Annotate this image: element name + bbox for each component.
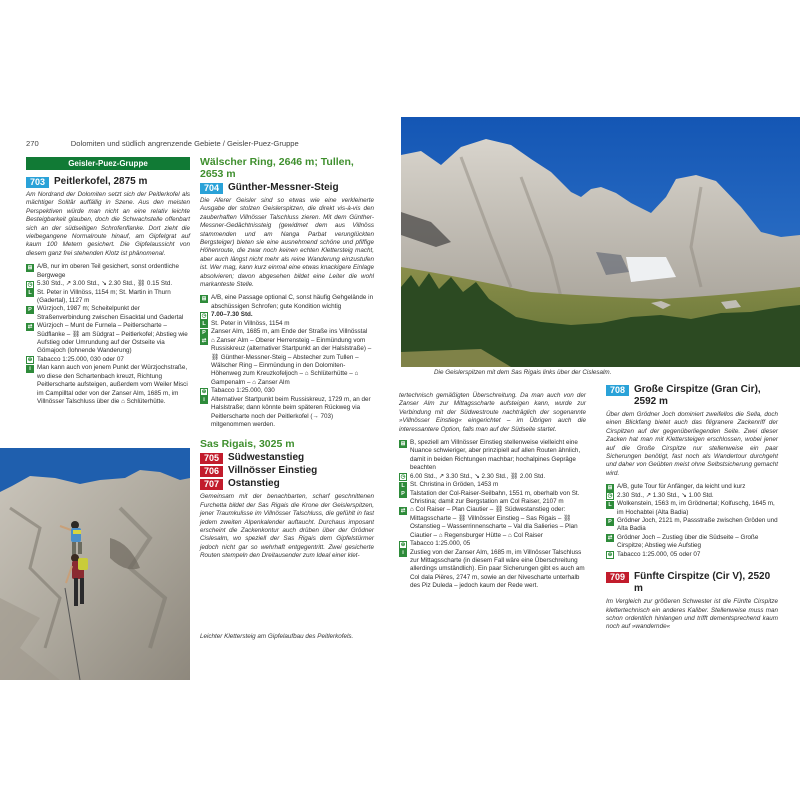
fact-map: ⊕ Tabacco 1:25.000, 05 <box>400 540 471 548</box>
right-column-1 <box>399 392 586 591</box>
route-icon: ⇄ <box>201 338 207 345</box>
fact-route: ⇄ Grödner Joch – Zustieg über die Südseite – Große Cirspitze; Abstieg wie Aufstieg <box>607 533 759 550</box>
tour-intro: Gemeinsam mit der benachbarten, scharf geschnittenen Furchetta bildet der Sas Rigais die Krone der Geislerspitzen, jener Traumkulisse im Villnösser Talschluss, die gefühlt in fast jedem zweiten Alpenkalender auftaucht. Durchaus imposant erscheint die Zackenkontur auch drüben über der Grödner Cislesalm, wo speziell der Sas Rigais dem Gipfelstürmer jedoch nicht gar so wehrhaft entgegentritt. Zwei gesicherte Routen stempeln den Dreitausender zum Ideal einer klet- <box>200 493 374 560</box>
fact-start-point: L St. Peter in Villnöss, 1154 m; St. Martin in Thurn (Gadertal), 1127 m <box>26 289 190 306</box>
start-point-icon: L <box>26 289 34 297</box>
climbers-photo-image <box>0 448 190 680</box>
tour-708-heading <box>606 384 778 408</box>
tour-709-heading <box>606 571 778 595</box>
tour-intro: Im Vergleich zur größeren Schwester ist die Fünfte Cirspitze klettertechnisch ein anderes Kaliber. Stellenweise muss man schon ordentlich hinlangen und trifft dementsprechend kaum noch auf »wandernde« <box>606 598 778 631</box>
fact-start-point: L Wolkenstein, 1563 m, im Grödnertal; Kolfuschg, 1645 m, im Hochabtei (Alta Badia) <box>606 500 778 517</box>
map-icon: ⊕ <box>201 388 207 395</box>
tour-number-badge: 706 <box>200 466 223 477</box>
start-point-icon: L <box>399 482 407 490</box>
section-title-waelscher-ring: Wälscher Ring, 2646 m; Tullen, 2653 m <box>200 156 354 180</box>
tour-705-707-facts <box>399 439 586 591</box>
fact-route: ⇄ ⌂ Zanser Alm – Oberer Herrensteig – Einmündung vom Russiskreuz (alternativer Startpunkt an der Halslstraße) – ⛓ Günther-Messner-Steig – Abstecher zum Tullen – Wälscher Ring – Einmündung in den Dolomiten-Höhenweg zum Kreuzkofeljoch – ⌂ Schlüterhütte – ⌂ Gampenalm – ⌂ Zanser Alm <box>201 336 372 386</box>
photo-geislerspitzen <box>401 117 800 367</box>
tour-number-badge: 708 <box>606 385 629 396</box>
tour-intro-continued: tertechnisch gemäßigten Überschreitung. Da man auch von der Zanser Alm zur Mittagsscharte aufsteigen kann, wurde zur Verbindung mit der Südwestroute nachträglich der sogenannte »Villnösser Einstieg« eingerichtet – im Übrigen auch die interessantere Option, falls man auf der Südseite startet. <box>399 392 586 433</box>
fact-route: ⇄ Würzjoch – Munt de Furnela – Peitlerscharte – Südflanke – ⛓ am Südgrat – Peitlerkofel; Abstieg wie Aufstieg oder Umrundung auf der Ostseite via Gömajoch (lohnende Wanderung) <box>27 322 188 355</box>
tour-number-badge: 705 <box>200 453 223 464</box>
difficulty-icon: ⊞ <box>400 440 406 447</box>
start-point-icon: L <box>606 501 614 509</box>
section-title-sas-rigais: Sas Rigais, 3025 m <box>200 438 295 451</box>
start-point-icon: L <box>200 320 208 328</box>
difficulty-icon: ⊞ <box>607 484 613 491</box>
left-column-2 <box>200 156 374 566</box>
time-icon: ◷ <box>27 281 33 288</box>
tour-intro: Über dem Grödner Joch dominiert zweifellos die Sella, doch einen Blickfang bietet auch das filigranere Zackenriff der Cirspitzen auf der gegenüberliegenden Seite. Zwei dieser Zacken hat man mit Klettersteigen erschlossen, wobei jener auf die Große Cirspitze nur stellenweise ein paar Sicherungen benötigt, fast noch als Wandertour durchgeht und daher von Geübten meist ohne Selbstsicherung gemacht wird. <box>606 411 778 477</box>
fact-difficulty: ⊞ B, speziell am Villnösser Einstieg stellenweise vielleicht eine Nuance schwieriger, aber prinzipiell auf allen Routen ähnlich, damit in beiden Richtungen machbar; hochalpines Gepräge beachten <box>400 439 581 472</box>
fact-map: ⊕ Tabacco 1:25.000, 030 <box>201 387 275 395</box>
tour-706-heading <box>200 465 374 477</box>
photo-climbers-peitlerkofel <box>0 448 190 680</box>
tour-703-heading <box>26 176 190 188</box>
tour-707-heading <box>200 478 374 490</box>
fact-difficulty: ⊞ A/B, nur im oberen Teil gesichert, sonst ordentliche Bergwege <box>27 263 179 279</box>
tour-number-badge: 704 <box>200 183 223 194</box>
fact-parking: P Talstation der Col-Raiser-Seilbahn, 1551 m, oberhalb von St. Christina; damit zur Bergstation am Col Raiser, 2107 m <box>399 490 586 507</box>
map-icon: ⊕ <box>27 357 33 364</box>
info-icon: i <box>200 396 208 404</box>
photo-caption-right: Die Geislerspitzen mit dem Sas Rigais links über der Cislesalm. <box>434 369 612 376</box>
route-icon: ⇄ <box>27 323 33 330</box>
time-icon: ◷ <box>607 493 613 500</box>
left-column-1 <box>26 157 190 406</box>
tour-title: Günther-Messner-Steig <box>228 182 339 193</box>
fact-parking: P Grödner Joch, 2121 m, Passstraße zwischen Gröden und Alta Badia <box>606 517 778 534</box>
tour-title: Große Cirspitze (Gran Cir), 2592 m <box>634 384 761 407</box>
fact-time: ◷ 7.00–7.30 Std. <box>201 311 253 319</box>
fact-map: ⊕ Tabacco 1:25.000, 030 oder 07 <box>27 355 124 364</box>
photo-caption-left: Leichter Klettersteig am Gipfelaufbau des Peitlerkofels. <box>200 633 354 640</box>
fact-start-point: L St. Christina in Gröden, 1453 m <box>399 481 586 490</box>
tour-705-heading <box>200 452 374 464</box>
difficulty-icon: ⊞ <box>201 295 207 302</box>
tour-intro: Die Aferer Geisler sind so etwas wie eine verkleinerte Ausgabe der stolzen Geislerspitzen, die direkt vis-à-vis den zauberhaften Villnösser Talschluss zieren. Mit dem Günther-Messner-Gedächtnissteig (gewidmet dem aus Villnöss stammenden und am Nanga Parbat verunglückten Bergsteiger) bieten sie eine ausnehmend schöne und pfiffige Höhenroute, die zwar noch keinen echten Klettersteig macht, aber auch längst nicht mehr als reine Wanderung einzustufen ist. Wer mag, kann kurz einmal eine etwas knackigere Einlage absolvieren; davon abgesehen bildet eine Leiter die wohl markanteste Stelle. <box>200 197 374 289</box>
fact-info: i Alternativer Startpunkt beim Russiskreuz, 1729 m, an der Halslstraße; dann könnte beim späteren Rückweg via Peitlerscharte noch der Peitlerkofel (→ 703) mitgenommen werden. <box>200 396 374 430</box>
time-icon: ◷ <box>400 474 406 481</box>
fact-parking: P Zanser Alm, 1685 m, am Ende der Straße ins Villnösstal <box>200 328 374 337</box>
fact-time: ◷ 6.00 Std., ↗ 3.30 Std., ↘ 2.30 Std., ⛓ 2.00 Std. <box>400 472 546 481</box>
parking-icon: P <box>606 518 614 526</box>
tour-title: Südwestanstieg <box>228 452 305 464</box>
fact-route: ⇄ ⌂ Col Raiser – Plan Ciautier – ⛓ Südwestanstieg oder: Mittagsscharte – ⛓ Villnösser Einstieg – Sas Rigais – ⛓ Ostanstieg – Wasserrinnenscharte – Val dla Salieries – Plan Ciautier – ⌂ Regensburger Hütte – ⌂ Col Raiser <box>400 506 578 539</box>
fact-start-point: L St. Peter in Villnöss, 1154 m <box>200 320 374 329</box>
route-icon: ⇄ <box>400 507 406 514</box>
parking-icon: P <box>399 490 407 498</box>
group-banner: Geisler-Puez-Gruppe <box>26 157 190 170</box>
tour-title: Villnösser Einstieg <box>228 465 318 477</box>
map-icon: ⊕ <box>400 541 406 548</box>
tour-704-facts <box>200 294 374 429</box>
tour-title: Peitlerkofel, 2875 m <box>54 176 148 187</box>
tour-704-heading <box>200 182 374 194</box>
tour-number-badge: 707 <box>200 479 223 490</box>
tour-number-badge: 709 <box>606 572 629 583</box>
running-head <box>26 139 299 148</box>
fact-map: ⊕ Tabacco 1:25.000, 05 oder 07 <box>607 550 701 559</box>
page-number: 270 <box>26 139 39 148</box>
parking-icon: P <box>26 306 34 314</box>
running-head-title: Dolomiten und südlich angrenzende Gebiete / Geisler-Puez-Gruppe <box>70 139 299 148</box>
tour-intro: Am Nordrand der Dolomiten setzt sich der Peitlerkofel als mächtiger Solitär auffällig in Szene. Aus den meisten Perspektiven würde man nicht an eine relativ leichte Besteigbarkeit glauben, doch die Schwachstelle offenbart sich an der südseitigen Schrofenflanke. Dort zieht die vielbegangene Normalroute hinauf, am Gipfelgrat auf kaum 100 Metern gesichert. Die Gipfelaussicht von diesem ganz frei stehenden Klotz ist phänomenal. <box>26 191 190 257</box>
route-icon: ⇄ <box>607 535 613 542</box>
fact-difficulty: ⊞ A/B, gute Tour für Anfänger, da leicht und kurz <box>607 483 746 491</box>
fact-time: ◷ 2.30 Std., ↗ 1.30 Std., ↘ 1.00 Std. <box>607 491 714 500</box>
time-icon: ◷ <box>201 312 207 319</box>
difficulty-icon: ⊞ <box>27 264 33 271</box>
mountain-photo-image <box>401 117 800 367</box>
tour-703-facts <box>26 263 190 406</box>
tour-title: Fünfte Cirspitze (Cir V), 2520 m <box>634 571 771 595</box>
tour-title: Ostanstieg <box>228 478 280 490</box>
right-column-2 <box>606 384 778 637</box>
fact-time: ◷ 5.30 Std., ↗ 3.00 Std., ↘ 2.30 Std., ⛓ 0.15 Std. <box>27 280 173 288</box>
fact-info: i Man kann auch von jenem Punkt der Würzjochstraße, wo diese den Schartenbach kreuzt, Richtung Peitlerscharte aufsteigen, außerdem vom Weiler Misci im Campilltal oder von der Zanser Alm, 1685 m, im Villnösser Talschluss über die ⌂ Schlüterhütte. <box>26 364 190 406</box>
fact-info: i Zustieg von der Zanser Alm, 1685 m, im Villnösser Talschluss zur Mittagsscharte (in diesem Fall wäre eine Überschreitung allerdings umständlich). Ein paar Sicherungen gibt es auch am Col dala Piëres, 2747 m, sowie an der Nivescharte unterhalb des Piz Duleda – jedoch kaum der Rede wert. <box>399 549 586 591</box>
tour-number-badge: 703 <box>26 177 49 188</box>
info-icon: i <box>26 365 34 373</box>
parking-icon: P <box>200 329 208 337</box>
map-icon: ⊕ <box>607 552 613 559</box>
tour-708-facts <box>606 483 778 559</box>
info-icon: i <box>399 549 407 557</box>
fact-parking: P Würzjoch, 1987 m; Scheitelpunkt der Straßenverbindung zwischen Eisacktal und Gadertal <box>26 305 190 322</box>
fact-difficulty: ⊞ A/B, eine Passage optional C, sonst häufig Gehgelände in abschüssigen Schrofen; gute Kondition wichtig <box>201 294 374 310</box>
